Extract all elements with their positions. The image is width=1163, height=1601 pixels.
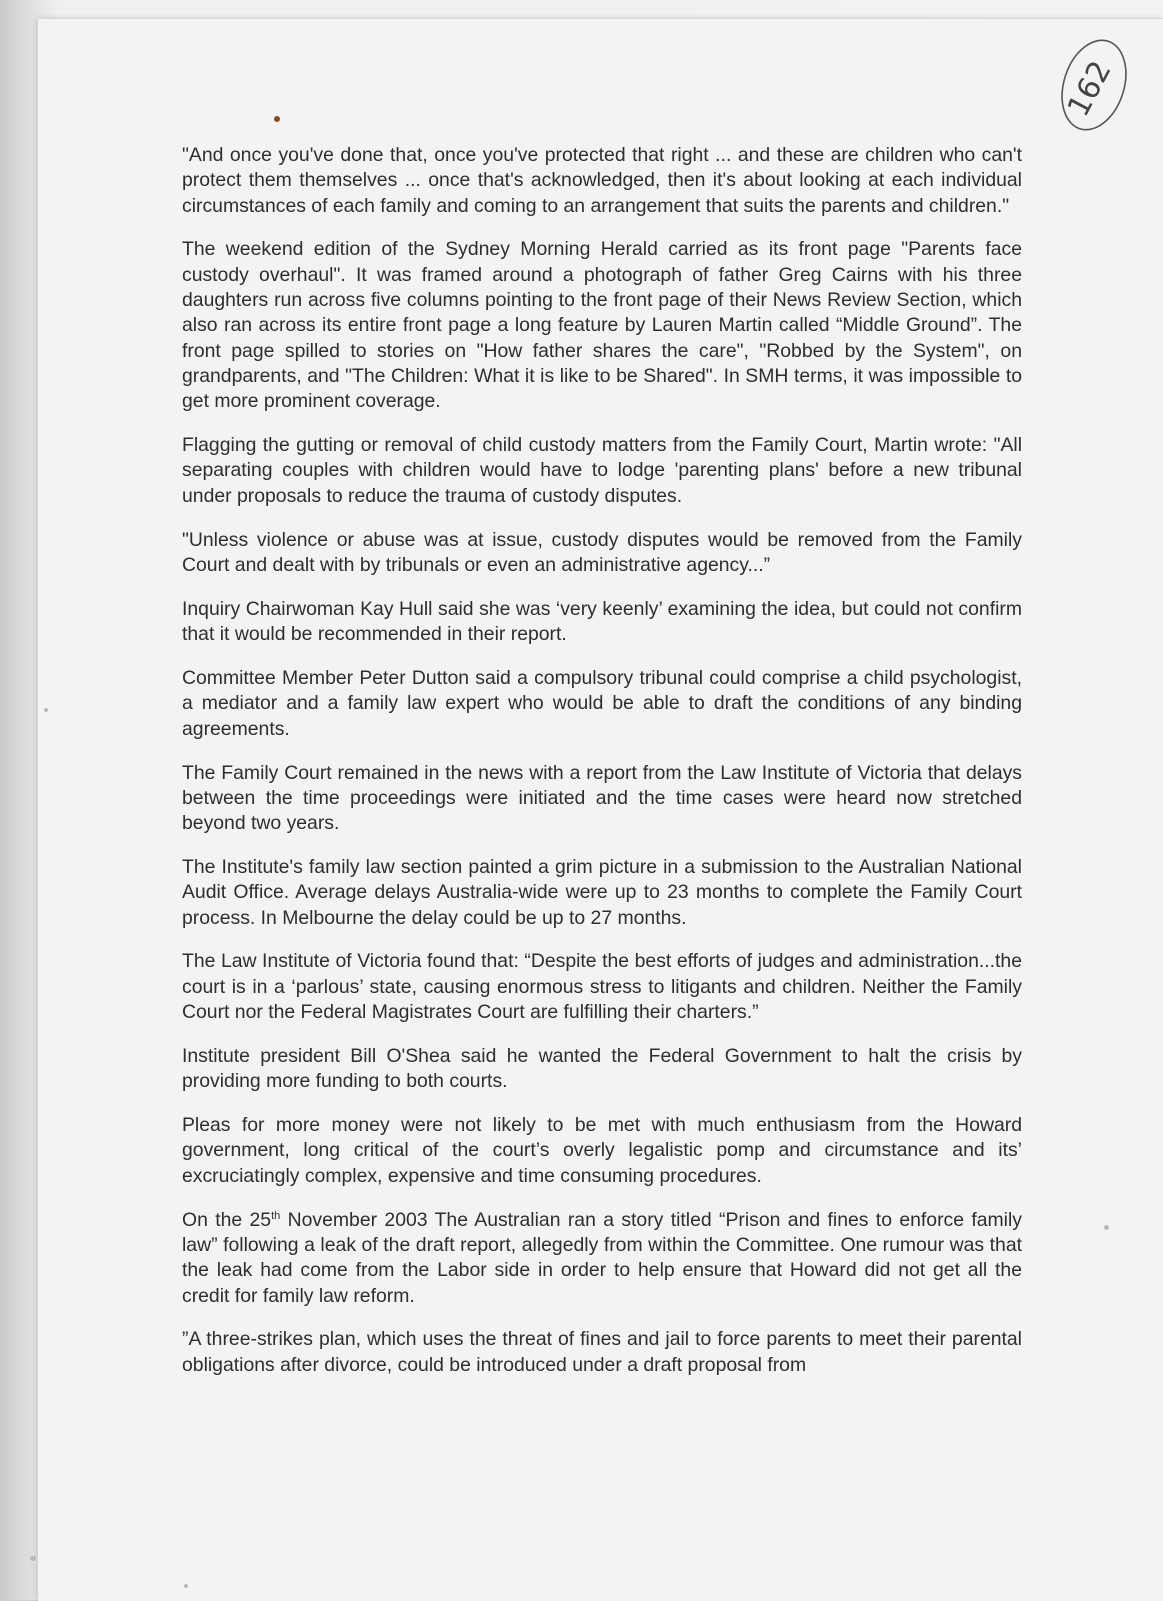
scan-speck [184, 1584, 188, 1588]
paragraph: Pleas for more money were not likely to be met with much enthusiasm from the Howard government, long critical of the court’s overly legalistic pomp and circumstance and its’ excruciatingly complex, expensive and time consuming procedures. [182, 1114, 1022, 1187]
paragraph: "Unless violence or abuse was at issue, custody disputes would be removed from the Family Court and dealt with by tribunals or even an administrative agency...” [182, 528, 1022, 576]
paragraph: The Institute's family law section painted a grim picture in a submission to the Australian National Audit Office. Average delays Australia-wide were up to 23 months to complete the Family Court process. In Melbourne the delay could be up to 27 months. [182, 855, 1022, 929]
paragraph: The weekend edition of the Sydney Morning Herald carried as its front page "Parents face custody overhaul". It was framed around a photograph of father Greg Cairns with his three daughters run across five columns pointing to the front page of their News Review Section, which also ran across its entire front page a long feature by Lauren Martin called “Middle Ground”. The front page spilled to stories on "How father shares the care", "Robbed by the System", on grandparents, and "The Children: What it is like to be Shared". In SMH terms, it was impossible to get more prominent coverage. [182, 238, 1022, 413]
paragraph-text: November 2003 The Australian ran a story titled “Prison and fines to enforce family law” following a leak of the draft report, allegedly from within the Committee. One rumour was that the leak had come from the Labor side in order to help ensure that Howard did not get all the credit for family law reform. [182, 1208, 1022, 1307]
scan-speck [44, 708, 48, 712]
paragraph: The Law Institute of Victoria found that: “Despite the best efforts of judges and administration...the court is in a ‘parlous’ state, causing enormous stress to litigants and children. Neither the Family Court nor the Federal Magistrates Court are fulfilling their charters.” [182, 950, 1022, 1024]
page-number-text: 162 [1060, 55, 1119, 123]
paragraph: Committee Member Peter Dutton said a compulsory tribunal could comprise a child psychologist, a mediator and a family law expert who would be able to draft the conditions of any binding agreements. [182, 667, 1022, 740]
paragraph [182, 1208, 1022, 1309]
handwritten-page-number [1052, 35, 1132, 135]
superscript: th [271, 1209, 281, 1222]
paragraph: Flagging the gutting or removal of child custody matters from the Family Court, Martin wrote: "All separating couples with children would have to lodge 'parenting plans' before a new tribunal under proposals to reduce the trauma of custody disputes. [182, 434, 1022, 507]
document-body [182, 143, 1022, 1397]
paragraph: Inquiry Chairwoman Kay Hull said she was ‘very keenly’ examining the idea, but could not confirm that it would be recommended in their report. [182, 597, 1022, 646]
paragraph: The Family Court remained in the news with a report from the Law Institute of Victoria that delays between the time proceedings were initiated and the time cases were heard now stretched beyond two years. [182, 761, 1022, 835]
paragraph: "And once you've done that, once you've protected that right ... and these are children who can't protect them themselves ... once that's acknowledged, then it's about looking at each individual circumstances of each family and coming to an arrangement that suits the parents and children." [182, 144, 1022, 217]
scan-speck [1104, 1225, 1109, 1230]
ink-dot [274, 116, 280, 122]
paragraph: ”A three-strikes plan, which uses the threat of fines and jail to force parents to meet their parental obligations after divorce, could be introduced under a draft proposal from [182, 1328, 1022, 1376]
paragraph-text: On the 25 [182, 1208, 272, 1231]
paragraph: Institute president Bill O'Shea said he wanted the Federal Government to halt the crisis by providing more funding to both courts. [182, 1044, 1022, 1093]
scan-speck [30, 1556, 36, 1561]
